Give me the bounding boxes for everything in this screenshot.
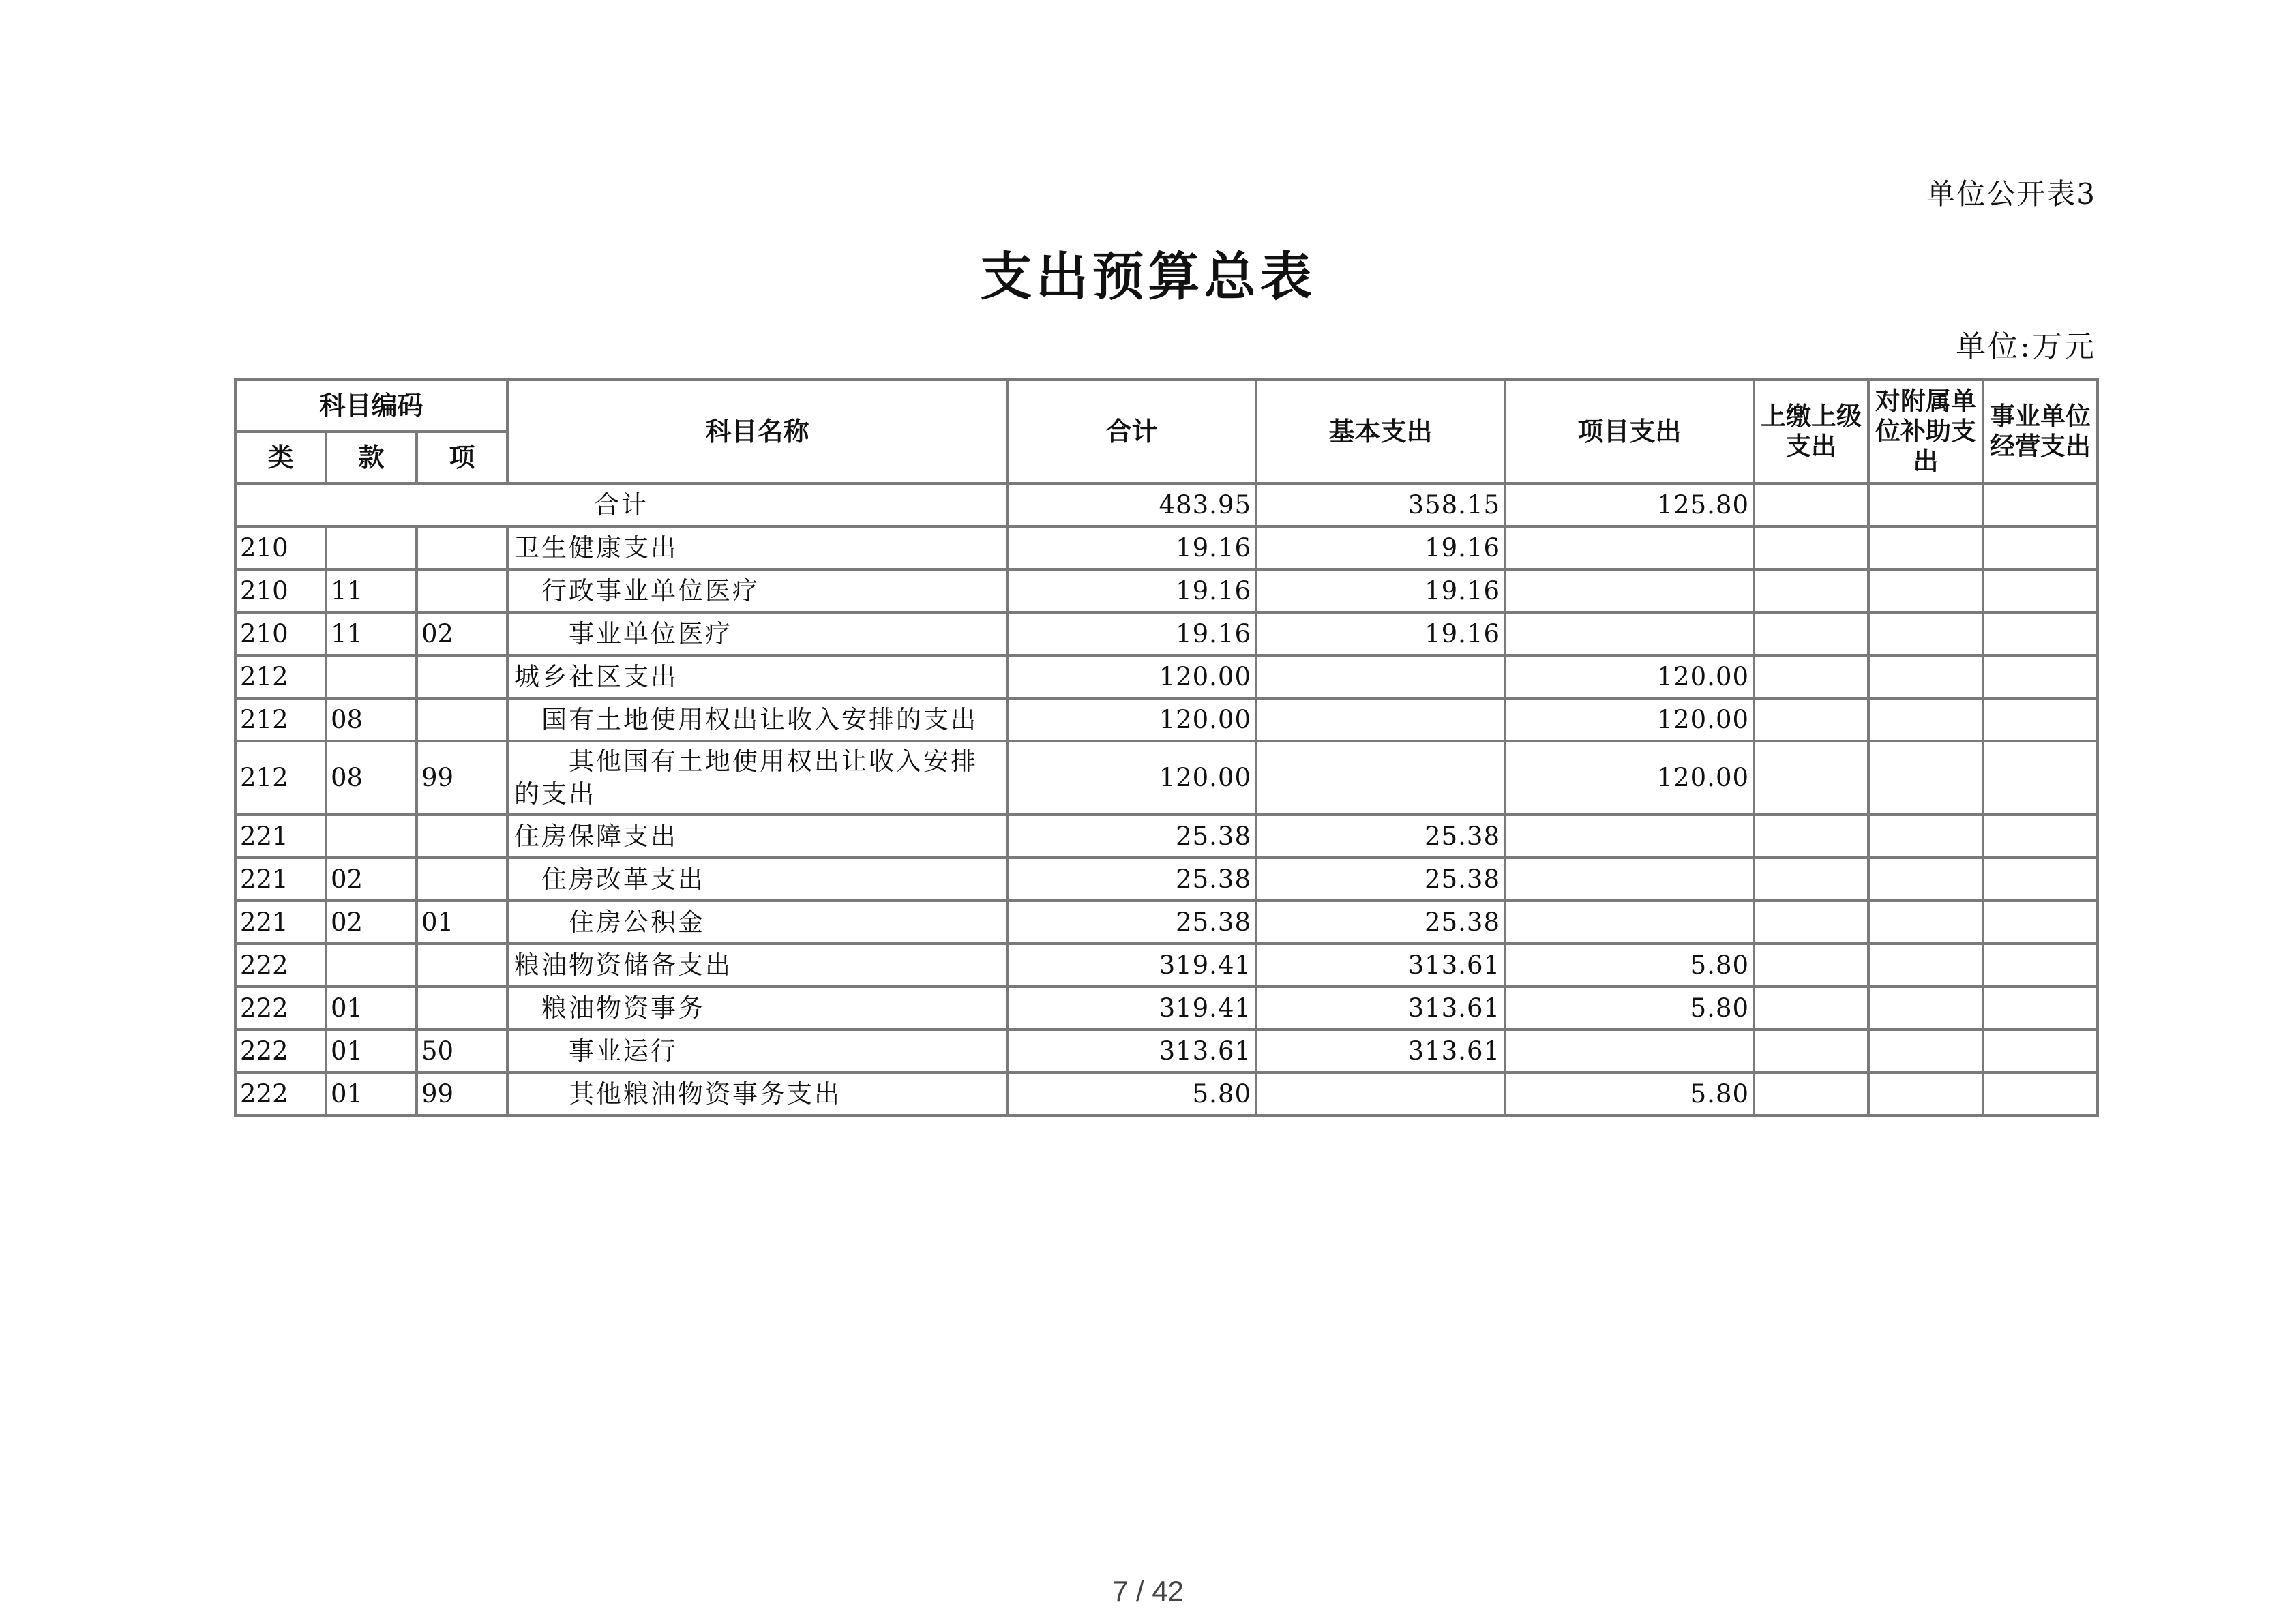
cell-xiang [417,858,507,901]
cell-subject-name: 住房公积金 [507,901,1007,944]
table-row [235,655,2098,698]
col-header-subsidy: 对附属单位补助支出 [1868,380,1983,483]
cell-operation [1983,987,2098,1030]
cell-operation [1983,569,2098,612]
cell-project [1505,526,1754,569]
cell-operation [1983,858,2098,901]
col-header-subject-name: 科目名称 [507,380,1007,483]
cell-kuan [326,944,417,987]
cell-subsidy [1868,858,1983,901]
cell-basic: 313.61 [1256,987,1505,1030]
cell-kuan: 08 [326,741,417,815]
col-header-operation: 事业单位经营支出 [1983,380,2098,483]
cell-xiang [417,569,507,612]
cell-project [1505,569,1754,612]
cell-subject-name: 其他国有土地使用权出让收入安排的支出 [507,741,1007,815]
cell-project [1505,901,1754,944]
cell-basic: 25.38 [1256,815,1505,858]
cell-subject-name: 事业单位医疗 [507,612,1007,655]
cell-lei: 210 [235,612,326,655]
cell-total: 19.16 [1007,612,1256,655]
cell-kuan: 08 [326,698,417,741]
cell-lei: 222 [235,987,326,1030]
cell-total: 25.38 [1007,858,1256,901]
cell-xiang [417,526,507,569]
col-header-lei: 类 [235,432,326,483]
table-body [235,483,2098,1115]
cell-lei: 222 [235,944,326,987]
cell-subject-name: 住房保障支出 [507,815,1007,858]
cell-operation [1983,526,2098,569]
cell-subsidy [1868,526,1983,569]
cell-kuan: 11 [326,569,417,612]
cell-xiang [417,698,507,741]
cell-subject-name: 行政事业单位医疗 [507,569,1007,612]
cell-subsidy [1868,1072,1983,1115]
cell-total: 19.16 [1007,569,1256,612]
cell-upper-payment [1754,1072,1868,1115]
cell-lei: 210 [235,569,326,612]
cell-lei: 221 [235,815,326,858]
cell-total: 313.61 [1007,1030,1256,1072]
cell-lei: 221 [235,858,326,901]
cell-project: 5.80 [1505,987,1754,1030]
cell-lei: 222 [235,1030,326,1072]
total-operation [1983,483,2098,526]
cell-total: 19.16 [1007,526,1256,569]
cell-total: 120.00 [1007,741,1256,815]
cell-total: 25.38 [1007,815,1256,858]
table-row [235,944,2098,987]
cell-operation [1983,901,2098,944]
cell-kuan: 01 [326,1072,417,1115]
cell-basic: 313.61 [1256,1030,1505,1072]
cell-operation [1983,815,2098,858]
cell-xiang: 02 [417,612,507,655]
cell-subsidy [1868,655,1983,698]
table-row [235,987,2098,1030]
cell-xiang: 99 [417,1072,507,1115]
total-row [235,483,2098,526]
cell-project: 120.00 [1505,741,1754,815]
cell-kuan: 11 [326,612,417,655]
cell-total: 120.00 [1007,655,1256,698]
cell-subject-name: 粮油物资事务 [507,987,1007,1030]
page-title: 支出预算总表 [980,246,1316,307]
total-basic: 358.15 [1256,483,1505,526]
cell-total: 5.80 [1007,1072,1256,1115]
table-row [235,858,2098,901]
col-header-basic: 基本支出 [1256,380,1505,483]
cell-project: 5.80 [1505,1072,1754,1115]
col-header-xiang: 项 [417,432,507,483]
cell-upper-payment [1754,698,1868,741]
cell-lei: 222 [235,1072,326,1115]
cell-lei: 210 [235,526,326,569]
cell-project: 120.00 [1505,655,1754,698]
cell-kuan [326,526,417,569]
cell-project [1505,612,1754,655]
cell-upper-payment [1754,815,1868,858]
total-upper-payment [1754,483,1868,526]
total-project: 125.80 [1505,483,1754,526]
cell-xiang: 01 [417,901,507,944]
col-header-subject-code: 科目编码 [235,380,507,432]
cell-subject-name: 国有土地使用权出让收入安排的支出 [507,698,1007,741]
table-row [235,901,2098,944]
cell-operation [1983,1072,2098,1115]
cell-upper-payment [1754,858,1868,901]
col-header-project: 项目支出 [1505,380,1754,483]
cell-xiang [417,815,507,858]
expenditure-budget-table [234,378,2099,1117]
cell-subsidy [1868,698,1983,741]
cell-kuan: 02 [326,858,417,901]
total-label: 合计 [235,483,1007,526]
col-header-total: 合计 [1007,380,1256,483]
col-header-kuan: 款 [326,432,417,483]
table-row [235,1072,2098,1115]
cell-subsidy [1868,569,1983,612]
cell-upper-payment [1754,526,1868,569]
cell-basic [1256,1072,1505,1115]
cell-basic: 19.16 [1256,612,1505,655]
cell-xiang [417,987,507,1030]
cell-project [1505,1030,1754,1072]
cell-upper-payment [1754,569,1868,612]
cell-kuan [326,815,417,858]
cell-basic: 19.16 [1256,526,1505,569]
cell-project [1505,858,1754,901]
table-row [235,741,2098,815]
cell-project: 5.80 [1505,944,1754,987]
col-header-upper-payment: 上缴上级支出 [1754,380,1868,483]
cell-lei: 221 [235,901,326,944]
cell-upper-payment [1754,741,1868,815]
cell-kuan: 01 [326,987,417,1030]
cell-kuan [326,655,417,698]
cell-basic: 19.16 [1256,569,1505,612]
cell-total: 25.38 [1007,901,1256,944]
cell-basic: 313.61 [1256,944,1505,987]
cell-subject-name: 粮油物资储备支出 [507,944,1007,987]
cell-basic: 25.38 [1256,901,1505,944]
table-header-row [235,380,2098,432]
page-number: 7 / 42 [1112,1575,1184,1607]
total-subsidy [1868,483,1983,526]
unit-label: 单位:万元 [1956,329,2096,364]
cell-project [1505,815,1754,858]
cell-subject-name: 事业运行 [507,1030,1007,1072]
cell-xiang [417,944,507,987]
cell-upper-payment [1754,901,1868,944]
cell-subsidy [1868,987,1983,1030]
cell-basic [1256,698,1505,741]
cell-upper-payment [1754,1030,1868,1072]
cell-subsidy [1868,815,1983,858]
cell-kuan: 02 [326,901,417,944]
cell-operation [1983,698,2098,741]
cell-subsidy [1868,1030,1983,1072]
cell-basic [1256,741,1505,815]
cell-xiang: 99 [417,741,507,815]
cell-subsidy [1868,944,1983,987]
cell-basic [1256,655,1505,698]
cell-total: 319.41 [1007,987,1256,1030]
table-row [235,815,2098,858]
table-row [235,526,2098,569]
table-row [235,612,2098,655]
cell-lei: 212 [235,698,326,741]
total-amount: 483.95 [1007,483,1256,526]
cell-subsidy [1868,901,1983,944]
cell-operation [1983,1030,2098,1072]
cell-upper-payment [1754,944,1868,987]
cell-subsidy [1868,741,1983,815]
table-code-label: 单位公开表3 [1926,177,2096,211]
cell-subsidy [1868,612,1983,655]
cell-subject-name: 其他粮油物资事务支出 [507,1072,1007,1115]
cell-basic: 25.38 [1256,858,1505,901]
cell-xiang: 50 [417,1030,507,1072]
cell-upper-payment [1754,655,1868,698]
cell-xiang [417,655,507,698]
cell-subject-name: 卫生健康支出 [507,526,1007,569]
cell-kuan: 01 [326,1030,417,1072]
table-row [235,698,2098,741]
cell-operation [1983,741,2098,815]
table-row [235,569,2098,612]
cell-total: 120.00 [1007,698,1256,741]
cell-operation [1983,655,2098,698]
cell-upper-payment [1754,987,1868,1030]
cell-operation [1983,944,2098,987]
cell-subject-name: 城乡社区支出 [507,655,1007,698]
cell-subject-name: 住房改革支出 [507,858,1007,901]
cell-lei: 212 [235,741,326,815]
cell-lei: 212 [235,655,326,698]
cell-operation [1983,612,2098,655]
cell-project: 120.00 [1505,698,1754,741]
table-row [235,1030,2098,1072]
cell-total: 319.41 [1007,944,1256,987]
cell-upper-payment [1754,612,1868,655]
